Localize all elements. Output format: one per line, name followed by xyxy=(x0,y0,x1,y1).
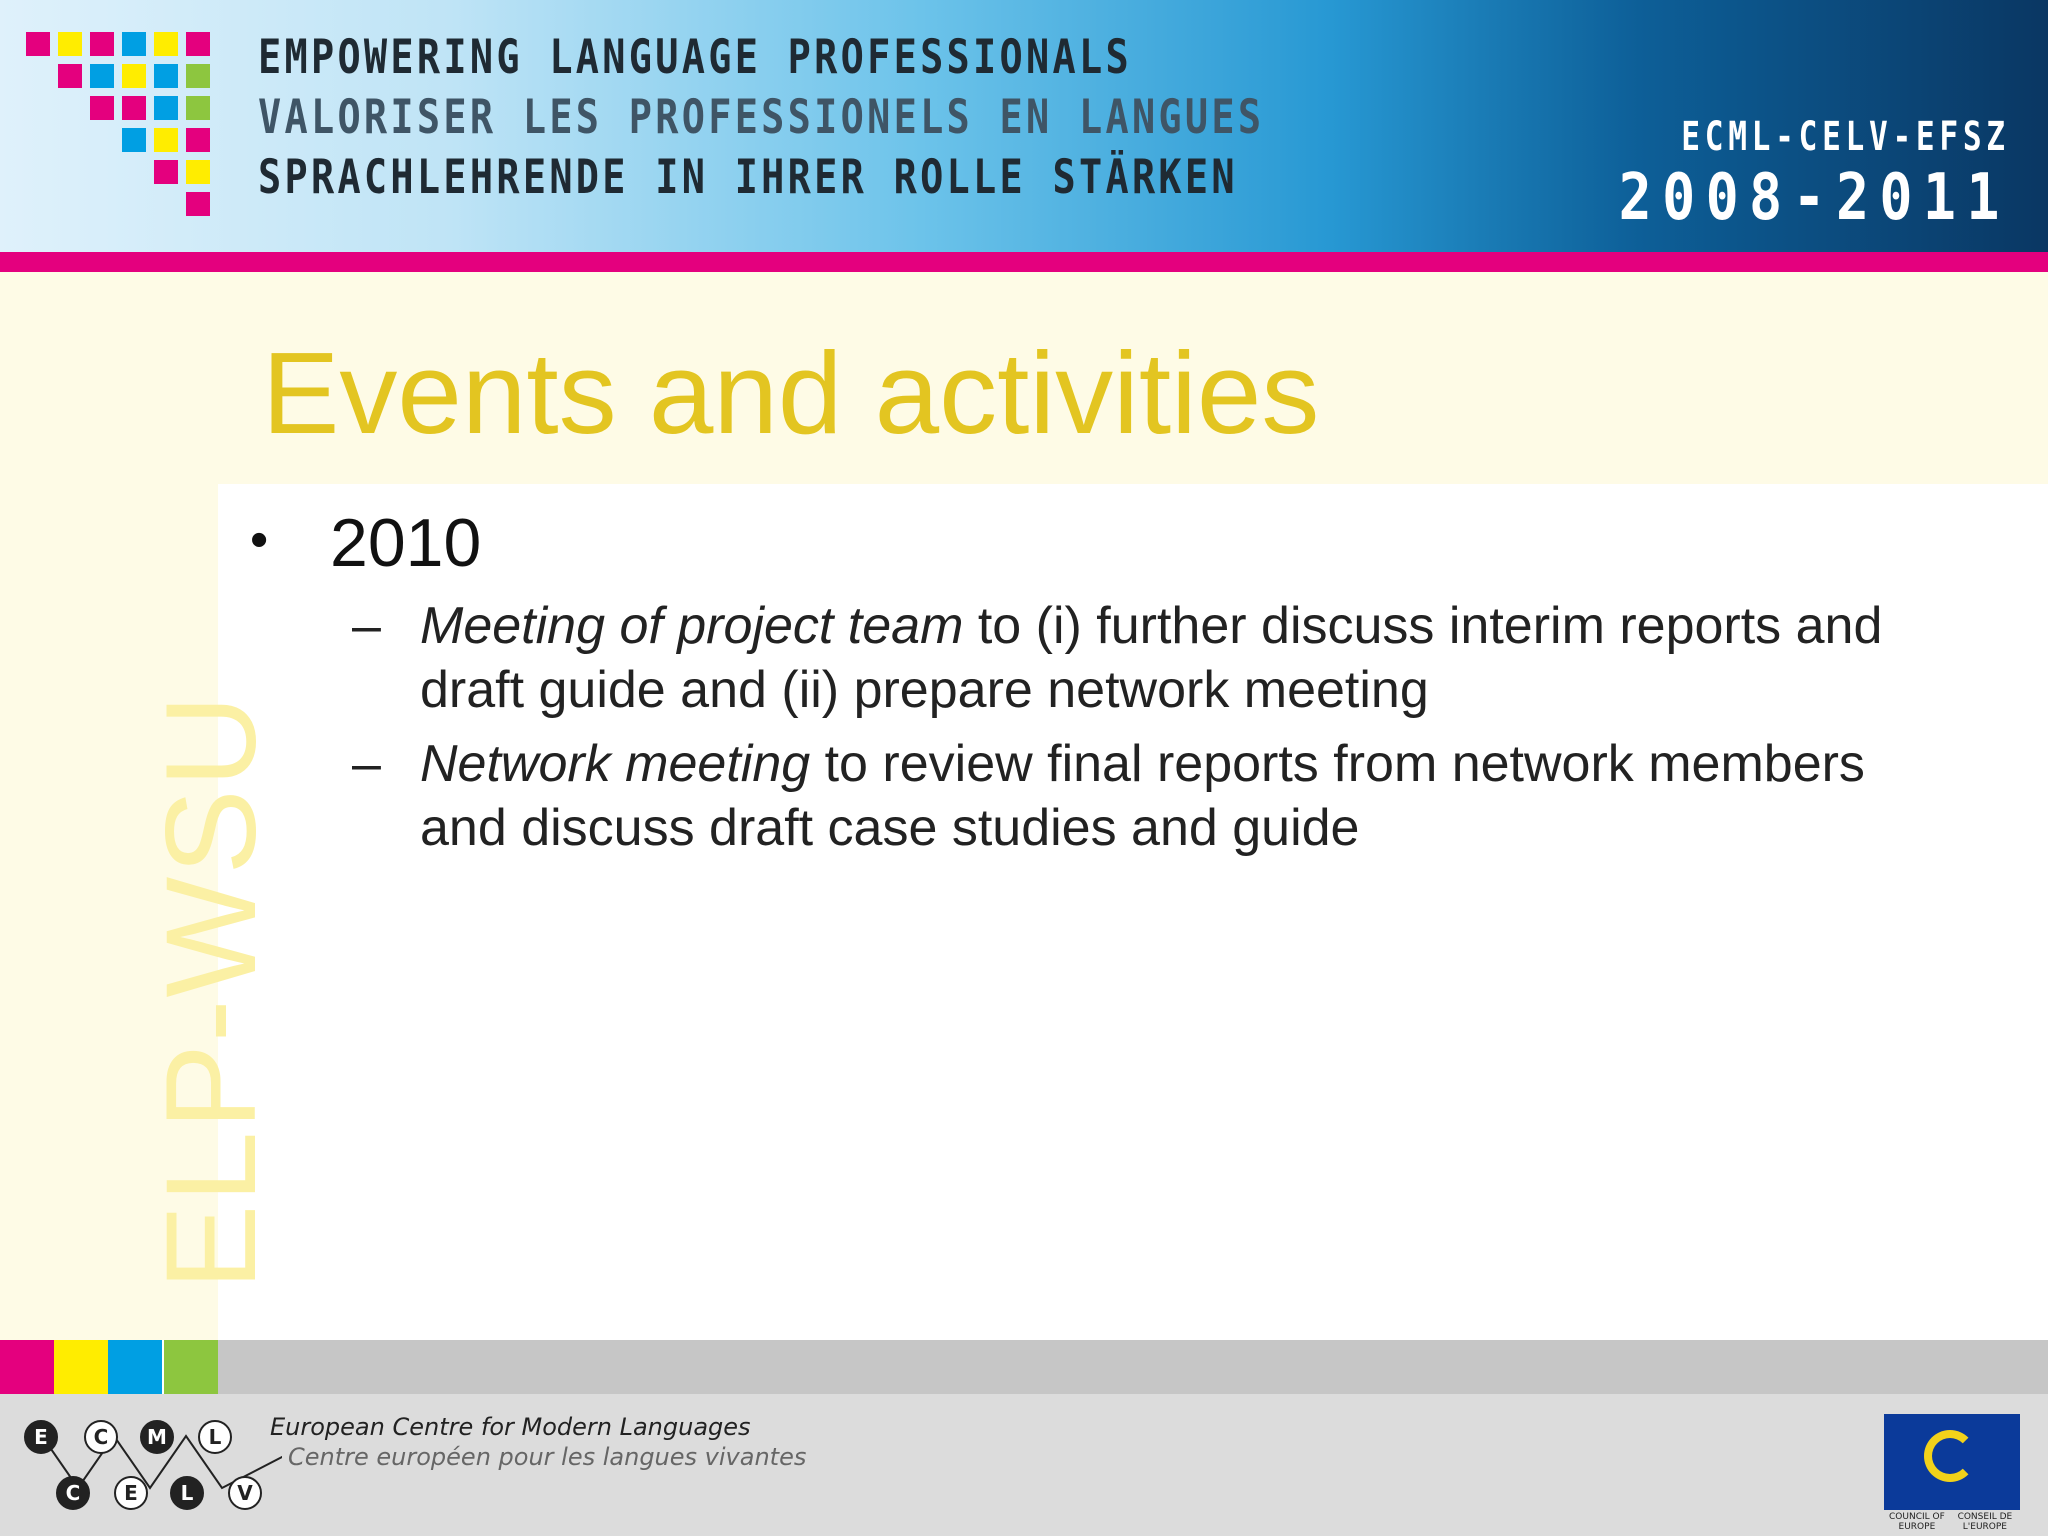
logo-letter: C xyxy=(56,1476,90,1510)
header-banner xyxy=(0,0,2048,252)
coe-c-icon xyxy=(1924,1430,1976,1482)
coe-caption-en: COUNCIL OF EUROPE xyxy=(1889,1512,1945,1532)
sub-item-body: to (i) further discuss interim reports and draft guide and (ii) prepare network meeting xyxy=(420,597,1883,719)
footer-divider xyxy=(218,1340,2048,1394)
header-divider xyxy=(0,252,2048,272)
centre-name-en: European Centre for Modern Languages xyxy=(270,1413,751,1441)
green-swatch xyxy=(164,1340,218,1394)
coe-caption xyxy=(1884,1512,2020,1532)
slide-content xyxy=(250,500,1950,860)
sub-item xyxy=(250,732,1950,860)
coe-caption-fr: CONSEIL DE L'EUROPE xyxy=(1957,1512,2013,1532)
slide-title: Events and activities xyxy=(262,328,1320,458)
bullet-item xyxy=(250,500,1950,588)
council-of-europe-logo xyxy=(1884,1414,2020,1530)
bullet-icon: • xyxy=(250,511,269,569)
coe-flag xyxy=(1884,1414,2020,1510)
slogan-fr: VALORISER LES PROFESSIONELS EN LANGUES xyxy=(258,90,1265,145)
logo-letter: M xyxy=(140,1420,174,1454)
header-slogans xyxy=(258,28,1485,208)
ecml-logo xyxy=(22,1416,282,1526)
sub-item-text xyxy=(420,732,1950,860)
slogan-en: EMPOWERING LANGUAGE PROFESSIONALS xyxy=(258,30,1132,85)
sub-item-emphasis: Network meeting xyxy=(420,735,811,793)
logo-letter: E xyxy=(114,1476,148,1510)
color-swatches xyxy=(0,1340,218,1394)
organizations-label: ECML-CELV-EFSZ xyxy=(1681,114,2010,160)
dash-icon: – xyxy=(352,597,381,655)
logo-letter: L xyxy=(170,1476,204,1510)
logo-letter: V xyxy=(228,1476,262,1510)
sub-item-body: to review final reports from network members and discuss draft case studies and guide xyxy=(420,735,1865,857)
project-period xyxy=(1555,112,2010,234)
logo-letter: E xyxy=(24,1420,58,1454)
logo-letter: C xyxy=(84,1420,118,1454)
magenta-swatch xyxy=(0,1340,54,1394)
slogan-de: SPRACHLEHRENDE IN IHRER ROLLE STÄRKEN xyxy=(258,150,1238,205)
centre-name-fr: Centre européen pour les langues vivantes xyxy=(288,1443,807,1471)
sub-item xyxy=(250,594,1950,722)
side-label: ELP-WSU xyxy=(140,692,283,1290)
yellow-swatch xyxy=(54,1340,108,1394)
sub-item-emphasis: Meeting of project team xyxy=(420,597,964,655)
blue-swatch xyxy=(108,1340,162,1394)
logo-letter: L xyxy=(198,1420,232,1454)
dash-icon: – xyxy=(352,735,381,793)
footer xyxy=(0,1394,2048,1536)
sub-item-text xyxy=(420,594,1950,722)
centre-names xyxy=(270,1412,806,1472)
mosaic-logo xyxy=(26,32,226,232)
years-label: 2008-2011 xyxy=(1618,161,2010,235)
bullet-year: 2010 xyxy=(330,505,482,581)
